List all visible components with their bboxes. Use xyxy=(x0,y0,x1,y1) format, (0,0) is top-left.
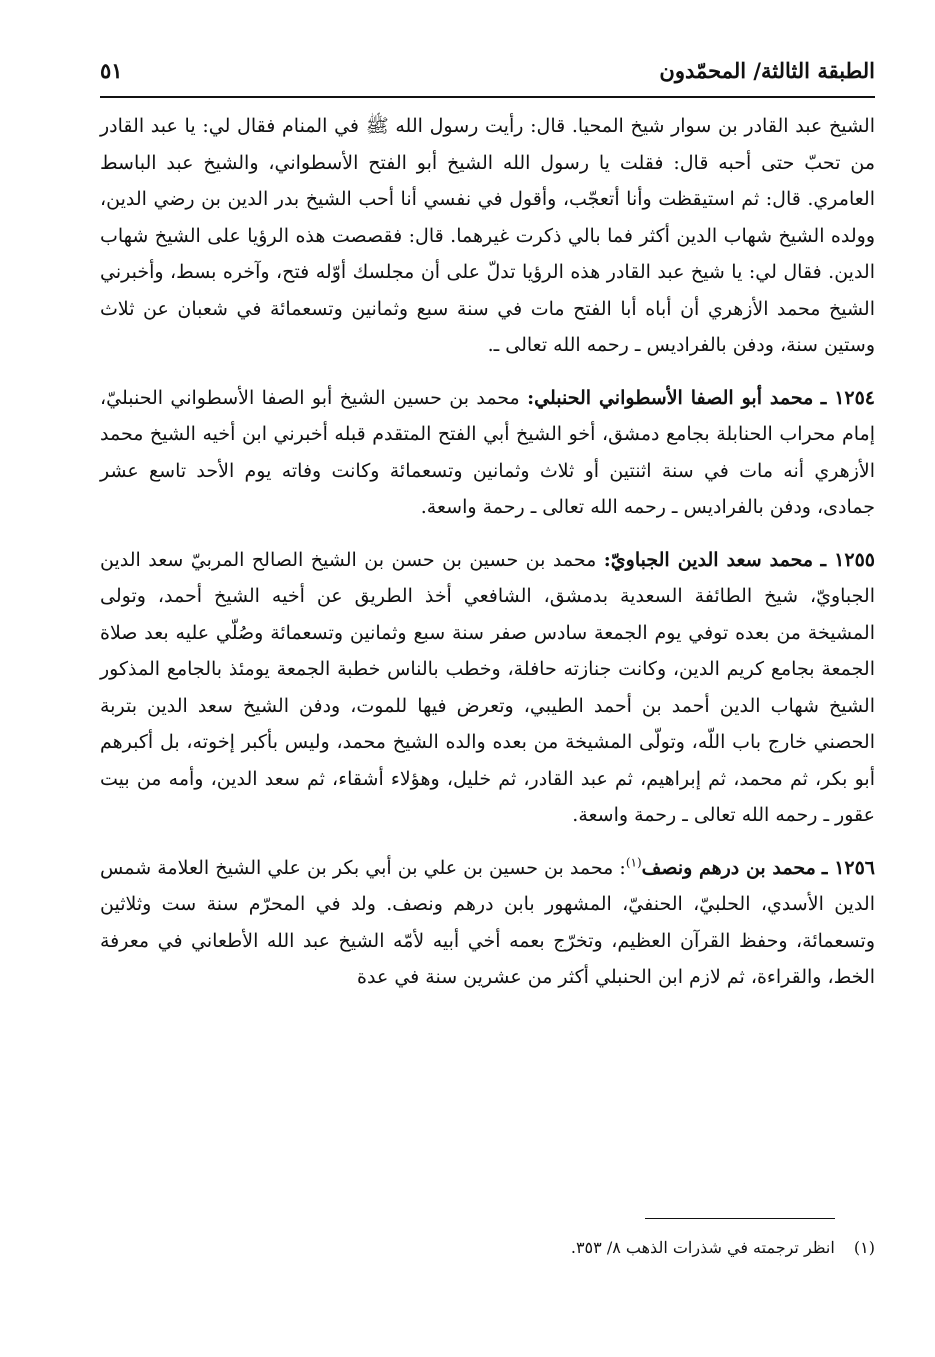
entry-text: محمد بن حسين الشيخ أبو الصفا الأسطواني الحنبليّ، إمام محراب الحنابلة بجامع دمشق، أخو الشيخ أبي الفتح المتقدم قبله أخبرني ابن أخيه الشيخ محمد الأزهري أنه مات في سنة اثنتين أو ثلاث وثمانين وتسعمائة وكانت وفاته يوم الأحد تاسع عشر جمادى، ودفن بالفراديس ـ رحمه الله تعالى ـ رحمة واسعة. xyxy=(100,386,875,518)
entry-text: : محمد بن حسين بن علي بن أبي بكر بن علي الشيخ العلامة شمس الدين الأسدي، الحلبيّ، الحنفيّ، المشهور بابن درهم ونصف. ولد في المحرّم سنة ست وثلاثين وتسعمائة، وحفظ القرآن العظيم، وتخرّج بعمه أخي أبيه لأمّه الشيخ عبد الله الأطعاني في معرفة الخط، والقراءة، ثم لازم ابن الحنبلي أكثر من عشرين سنة في عدة xyxy=(100,856,875,988)
entry-heading: محمد أبو الصفا الأسطواني الحنبلي: xyxy=(527,386,814,409)
entry-heading: محمد سعد الدين الجباويّ: xyxy=(603,548,814,571)
entry-1254 xyxy=(100,380,875,526)
paragraph-continuation: الشيخ عبد القادر بن سوار شيخ المحيا. قال: رأيت رسول الله ﷺ في المنام فقال لي: يا عبد القادر من تحبّ حتى أحبه قال: فقلت يا رسول الله الشيخ أبو الفتح الأسطواني، والشيخ عبد الباسط العامري. قال: ثم استيقظت وأنا أتعجّب، وأقول في نفسي أنا أحب الشيخ بدر الدين بن رضي الدين، وولده الشيخ شهاب الدين أكثر فما بالي ذكرت غيرهما. قال: فقصصت هذه الرؤيا على الشيخ شهاب الدين. فقال لي: يا شيخ عبد القادر هذه الرؤيا تدلّ على أن مجلسك أوّله فتح، وآخره بسط، وأخبرني الشيخ محمد الأزهري أن أباه أبا الفتح مات في سنة سبع وثمانين وتسعمائة في شعبان عن ثلاث وستين سنة، ودفن بالفراديس ـ رحمه الله تعالى ـ. xyxy=(100,115,875,356)
footnote-divider xyxy=(645,1218,835,1219)
entry-heading: محمد بن درهم ونصف xyxy=(641,856,816,879)
footnote-number: (١) xyxy=(853,1238,875,1257)
running-header xyxy=(100,58,875,98)
entry-number: ١٢٥٦ ـ xyxy=(821,856,876,879)
entry-text: محمد بن حسين بن حسن بن الشيخ الصالح المربيّ سعد الدين الجباويّ، شيخ الطائفة السعدية بدمشق، الشافعي أخذ الطريق عن أخيه الشيخ أحمد، وتولى المشيخة من بعده توفي يوم الجمعة سادس صفر سنة سبع وثمانين وتسعمائة وصُلّي عليه بعد صلاة الجمعة بجامع كريم الدين، وكانت جنازته حافلة، وخطب بالناس خطبة الجمعة يومئذ بالجامع المذكور الشيخ شهاب الدين أحمد بن أحمد الطيبي، وتعرض فيها للموت، ودفن الشيخ سعد الدين بتربة الحصني خارج باب اللّه، وتولّى المشيخة من بعده والده الشيخ محمد، وليس بأكبر إخوته، بل أكبرهم أبو بكر، ثم محمد، ثم إبراهيم، ثم عبد القادر، ثم خليل، وهؤلاء أشقاء، ثم سعد الدين، وأمه من بيت عقور ـ رحمه الله تعالى ـ رحمة واسعة. xyxy=(100,548,875,826)
body-text xyxy=(100,108,875,996)
entry-1256 xyxy=(100,850,875,996)
entry-1255 xyxy=(100,542,875,834)
page-number: ٥١ xyxy=(100,58,123,83)
entry-number: ١٢٥٥ ـ xyxy=(820,548,875,571)
footnote xyxy=(100,1238,875,1257)
entry-number: ١٢٥٤ ـ xyxy=(820,386,876,409)
header-divider xyxy=(100,96,875,98)
chapter-title: الطبقة الثالثة/ المحمّدون xyxy=(659,58,875,83)
footnote-text: انظر ترجمته في شذرات الذهب ٨/ ٣٥٣. xyxy=(570,1238,835,1257)
footnote-reference[interactable]: (١) xyxy=(625,855,642,870)
